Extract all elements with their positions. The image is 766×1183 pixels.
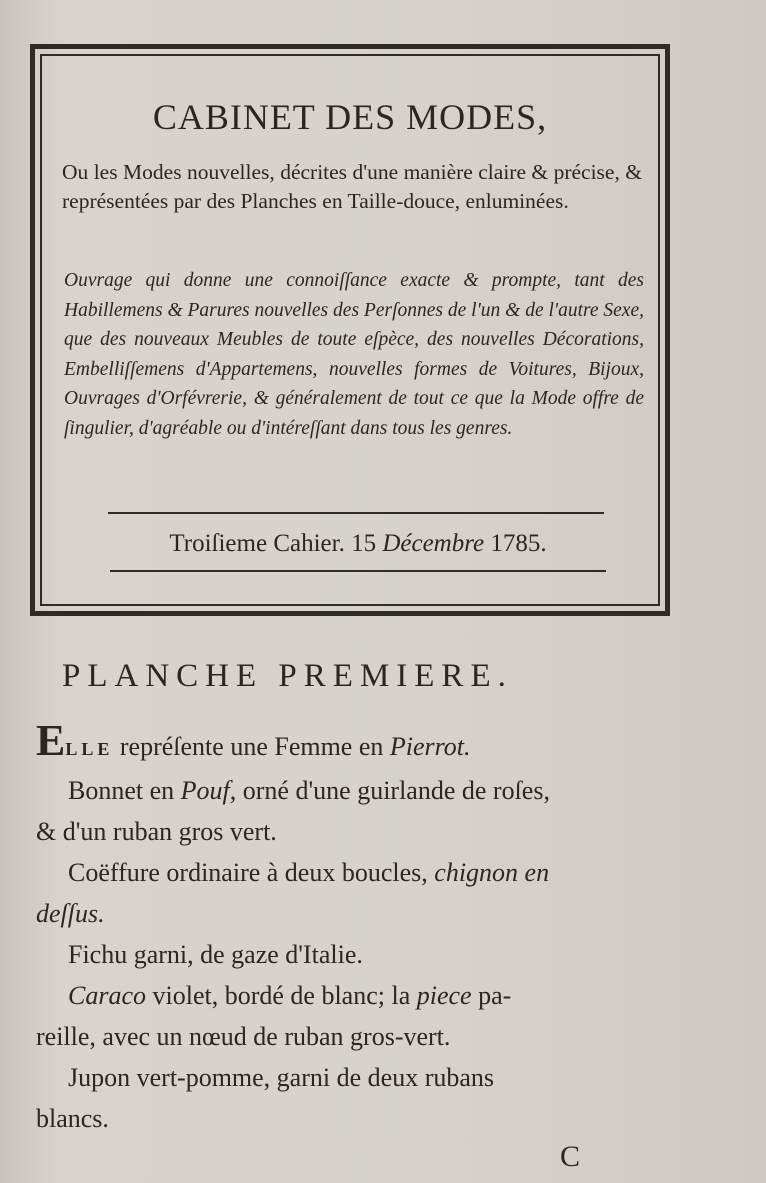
text-line-8: reille, avec un nœud de ruban gros-vert. bbox=[36, 1022, 451, 1051]
text-line-6: Fichu garni, de gaze d'Italie. bbox=[68, 940, 363, 969]
plate-heading: PLANCHE PREMIERE. bbox=[62, 658, 513, 694]
text-line-10: blancs. bbox=[36, 1104, 109, 1133]
rule-top bbox=[108, 512, 604, 514]
line-2-b: , orné d'une guirlande de roſes, bbox=[229, 776, 550, 805]
issue-label: Troiſieme Cahier. 15 bbox=[169, 530, 377, 557]
rule-bottom bbox=[110, 570, 606, 572]
publication-subtitle bbox=[62, 158, 642, 216]
line-7-italic-1: Caraco bbox=[68, 981, 146, 1010]
subtitle-text: Ou les Modes nouvelles, décrites d'une manière claire & précise, & représentées par des Planches en Taille-douce, enluminées. bbox=[62, 160, 642, 213]
line-4-italic: chignon en bbox=[434, 858, 550, 887]
drop-cap: E bbox=[36, 716, 66, 765]
text-line-7 bbox=[36, 975, 696, 1016]
line-4-a: Coëffure ordinaire à deux boucles, bbox=[68, 858, 428, 887]
line-2-italic: Pouf bbox=[180, 776, 230, 805]
signature-mark: C bbox=[560, 1140, 581, 1173]
text-line-9: Jupon vert-pomme, garni de deux rubans bbox=[68, 1063, 495, 1092]
plate-description bbox=[36, 716, 696, 1139]
issue-date: Décembre bbox=[382, 530, 485, 557]
publication-description: Ouvrage qui donne une connoiſſance exacte & prompte, tant des Habillemens & Parures nouvelles des Perſonnes de l'un & de l'autre Sexe, que des nouveaux Meubles de toute eſpèce, des nouvelles Décorations, Embelliſſemens d'Appartemens, nouvelles formes de Voitures, Bijoux, Ouvrages d'Orfévrerie, & généralement de tout ce que la Mode offre de ſingulier, d'agréable ou d'intéreſſant dans tous les genres. bbox=[64, 270, 644, 439]
line-1-text: repréſente une Femme en bbox=[119, 732, 384, 761]
line-2-a: Bonnet en bbox=[68, 776, 175, 805]
text-line-5: deſſus. bbox=[36, 899, 105, 928]
line-7-b: pa- bbox=[478, 981, 512, 1010]
line-1-italic: Pierrot. bbox=[389, 732, 471, 761]
text-line-1 bbox=[36, 716, 696, 770]
text-line-2 bbox=[36, 770, 696, 811]
issue-line bbox=[108, 530, 608, 558]
issue-year: 1785. bbox=[490, 530, 547, 557]
small-caps: LLE bbox=[65, 739, 114, 759]
line-7-a: violet, bordé de blanc; la bbox=[152, 981, 411, 1010]
text-line-4 bbox=[36, 852, 696, 893]
line-7-italic-2: piece bbox=[416, 981, 472, 1010]
publication-title: CABINET DES MODES, bbox=[152, 97, 548, 137]
text-line-3: & d'un ruban gros vert. bbox=[36, 817, 277, 846]
